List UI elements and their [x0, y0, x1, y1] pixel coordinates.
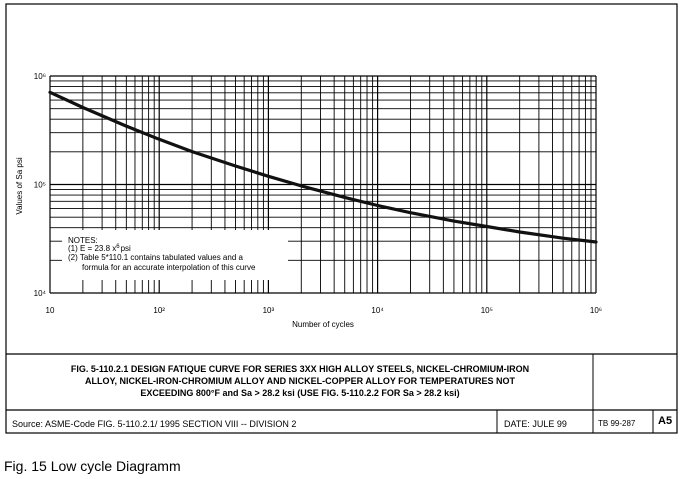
notes-title: NOTES:	[68, 236, 98, 245]
document-id: TB 99-287	[598, 419, 636, 428]
y-axis-title: Values of Sa psi	[15, 157, 24, 215]
notes-line-1-sup: 6	[116, 244, 120, 250]
notes-line-2: (2) Table 5*110.1 contains tabulated values and a	[68, 253, 243, 262]
notes-line-1-text: (1) E = 23.8 x	[68, 244, 117, 253]
caption-line-2: ALLOY, NICKEL-IRON-CHROMIUM ALLOY AND NICKEL-COPPER ALLOY FOR TEMPERATURES NOT	[85, 376, 515, 386]
notes-line-1-tail: psi	[120, 244, 131, 253]
x-tick-label: 10⁴	[371, 306, 384, 315]
y-tick-label: 10⁵	[33, 180, 46, 190]
figure-label: Fig. 15 Low cycle Diagramm	[4, 458, 181, 474]
series-layer	[50, 92, 596, 242]
y-tick-label: 10⁴	[33, 289, 46, 298]
notes-line-3: formula for an accurate interpolation of this curve	[82, 263, 256, 272]
x-tick-label: 10²	[153, 306, 165, 315]
x-axis-title: Number of cycles	[292, 320, 354, 329]
caption-line-1: FIG. 5-110.2.1 DESIGN FATIQUE CURVE FOR SERIES 3XX HIGH ALLOY STEELS, NICKEL-CHROMIUM-IRON	[70, 364, 530, 374]
fatigue-curve-line	[50, 92, 596, 242]
x-tick-label: 10	[45, 306, 55, 315]
x-tick-label: 10⁶	[589, 306, 603, 315]
caption-line-3: EXCEEDING 800°F and Sa > 28.2 ksi (USE FIG. 5-110.2.2 FOR Sa > 28.2 ksi)	[140, 388, 460, 398]
y-tick-label: 10⁶	[33, 72, 46, 81]
x-tick-label: 10⁵	[480, 306, 493, 315]
notes-line-1	[68, 244, 131, 253]
date-text: DATE: JULE 99	[504, 419, 567, 429]
source-text: Source: ASME-Code FIG. 5-110.2.1/ 1995 SECTION VIII -- DIVISION 2	[12, 419, 297, 429]
revision-label: A5	[658, 415, 673, 427]
x-tick-label: 10³	[262, 306, 275, 315]
